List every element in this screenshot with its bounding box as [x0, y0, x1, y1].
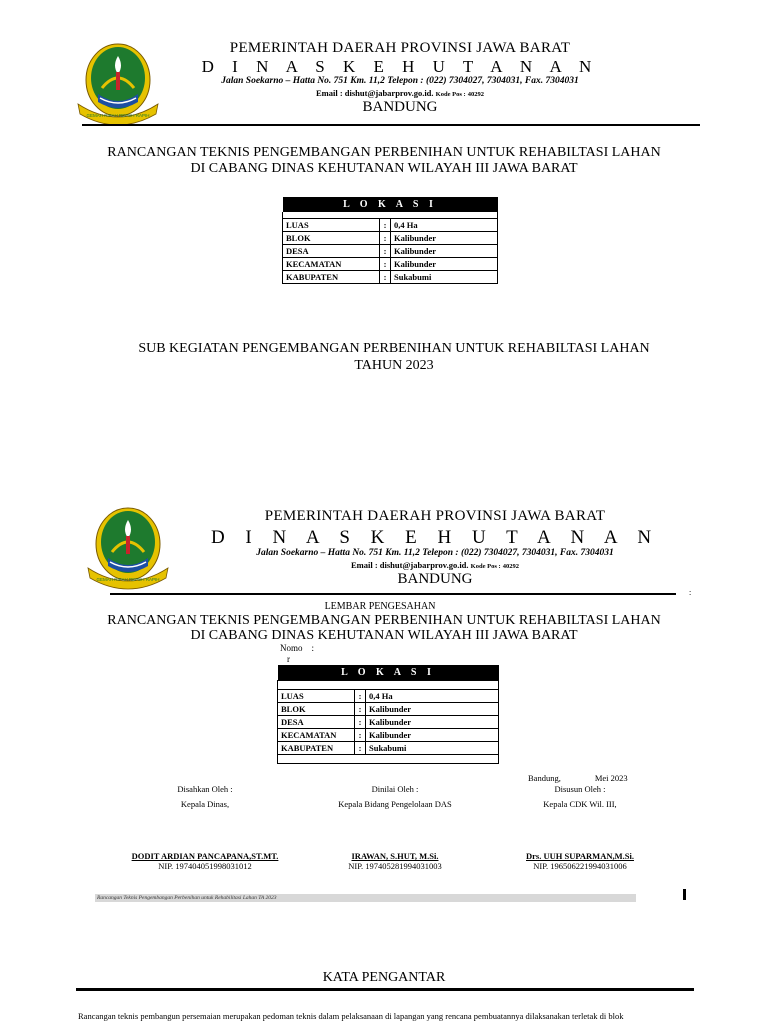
signer-3-name: Drs. UUH SUPARMAN,M.Si.	[526, 851, 634, 861]
signer-2-name: IRAWAN, S.HUT, M.Si.	[351, 851, 439, 861]
signer-2-role: Dinilai Oleh :	[371, 784, 419, 794]
document-title-line-2: DI CABANG DINAS KEHUTANAN WILAYAH III JAWA BARAT	[190, 628, 578, 643]
signer-2-nip: NIP. 197405281994031003	[348, 861, 442, 871]
logo-banner-text: GEMAH RIPAH REPEH RAPIH	[96, 577, 160, 582]
office-email	[180, 560, 690, 570]
document-title-line-1: RANCANGAN TEKNIS PENGEMBANGAN PERBENIHAN UNTUK REHABILTASI LAHAN	[107, 145, 661, 160]
location-table-heading: L O K A S I	[278, 665, 499, 681]
preface-first-line: Rancangan teknis pembangun persemaian merupakan pedoman teknis dalam pelaksanaan di lapangan yang rencana pembuatannya dilaksanakan terletak di blok	[78, 1011, 624, 1021]
city-name: BANDUNG	[397, 571, 473, 587]
page-edge-mark: :	[689, 588, 692, 597]
office-address: Jalan Soekarno – Hatta No. 751 Km. 11,2 Telepon : (022) 7304027, 7304031, Fax. 7304031	[221, 76, 579, 86]
location-table	[282, 197, 498, 284]
sub-activity-year: TAHUN 2023	[354, 358, 434, 373]
government-name: PEMERINTAH DAERAH PROVINSI JAWA BARAT	[229, 40, 571, 56]
table-row: LUAS : 0,4 Ha	[283, 219, 498, 232]
sub-activity-line-1: SUB KEGIATAN PENGEMBANGAN PERBENIHAN UNTUK REHABILTASI LAHAN	[138, 341, 650, 356]
approval-sheet-title: LEMBAR PENGESAHAN	[324, 601, 436, 612]
preface-heading: KATA PENGANTAR	[322, 970, 446, 985]
table-row: DESA : Kalibunder	[283, 245, 498, 258]
location-table	[277, 665, 499, 764]
postal-code: 40292	[467, 91, 485, 98]
header-divider	[82, 124, 700, 126]
table-row: KECAMATAN : Kalibunder	[278, 729, 499, 742]
table-row: KABUPATEN : Sukabumi	[278, 742, 499, 755]
postal-label: Kode Pos :	[470, 563, 501, 570]
postal-code: 40292	[502, 563, 520, 570]
government-name: PEMERINTAH DAERAH PROVINSI JAWA BARAT	[264, 508, 606, 524]
department-name: D I N A S K E H U T A N A N	[201, 57, 599, 76]
west-java-emblem-logo	[82, 502, 174, 590]
office-address: Jalan Soekarno – Hatta No. 751 Km. 11,2 Telepon : (022) 7304027, 7304031, Fax. 7304031	[256, 548, 614, 558]
document-title-line-1: RANCANGAN TEKNIS PENGEMBANGAN PERBENIHAN UNTUK REHABILTASI LAHAN	[107, 613, 661, 628]
signer-1-nip: NIP. 197404051998031012	[158, 861, 252, 871]
table-row: KABUPATEN : Sukabumi	[283, 271, 498, 284]
postal-label: Kode Pos :	[435, 91, 466, 98]
signer-2-position: Kepala Bidang Pengelolaan DAS	[338, 799, 452, 809]
signer-3-position: Kepala CDK Wil. III,	[543, 799, 617, 809]
signing-date: Bandung, Mei 2023	[528, 773, 628, 783]
table-row: BLOK : Kalibunder	[283, 232, 498, 245]
signer-1-name: DODIT ARDIAN PANCAPANA,ST.MT.	[131, 851, 279, 861]
department-name: D I N A S K E H U T A N A N	[210, 527, 660, 548]
signer-3-role: Disusun Oleh :	[554, 784, 606, 794]
table-row: LUAS : 0,4 Ha	[278, 690, 499, 703]
footer-text: Rancangan Teknis Pengembangan Perbenihan untuk Rehabilitasi Lahan TA 2023	[97, 895, 277, 901]
preface-divider	[76, 988, 694, 991]
email-text: Email : dishut@jabarprov.go.id.	[350, 560, 469, 570]
header-divider	[110, 593, 676, 595]
nomor-label: Nomo :	[280, 643, 315, 653]
nomor-wrap: r	[287, 654, 290, 664]
page-break-mark	[683, 889, 686, 900]
signer-1-position: Kepala Dinas,	[180, 799, 230, 809]
location-table-heading: L O K A S I	[283, 197, 498, 212]
office-email	[150, 88, 650, 98]
table-row: KECAMATAN : Kalibunder	[283, 258, 498, 271]
table-row: DESA : Kalibunder	[278, 716, 499, 729]
email-text: Email : dishut@jabarprov.go.id.	[315, 88, 434, 98]
document-title-line-2: DI CABANG DINAS KEHUTANAN WILAYAH III JAWA BARAT	[190, 161, 578, 176]
signer-1-role: Disahkan Oleh :	[177, 784, 233, 794]
city-name: BANDUNG	[362, 99, 438, 115]
logo-banner-text: GEMAH RIPAH REPEH RAPIH	[86, 113, 150, 118]
signer-3-nip: NIP. 196506221994031006	[533, 861, 627, 871]
table-row: BLOK : Kalibunder	[278, 703, 499, 716]
